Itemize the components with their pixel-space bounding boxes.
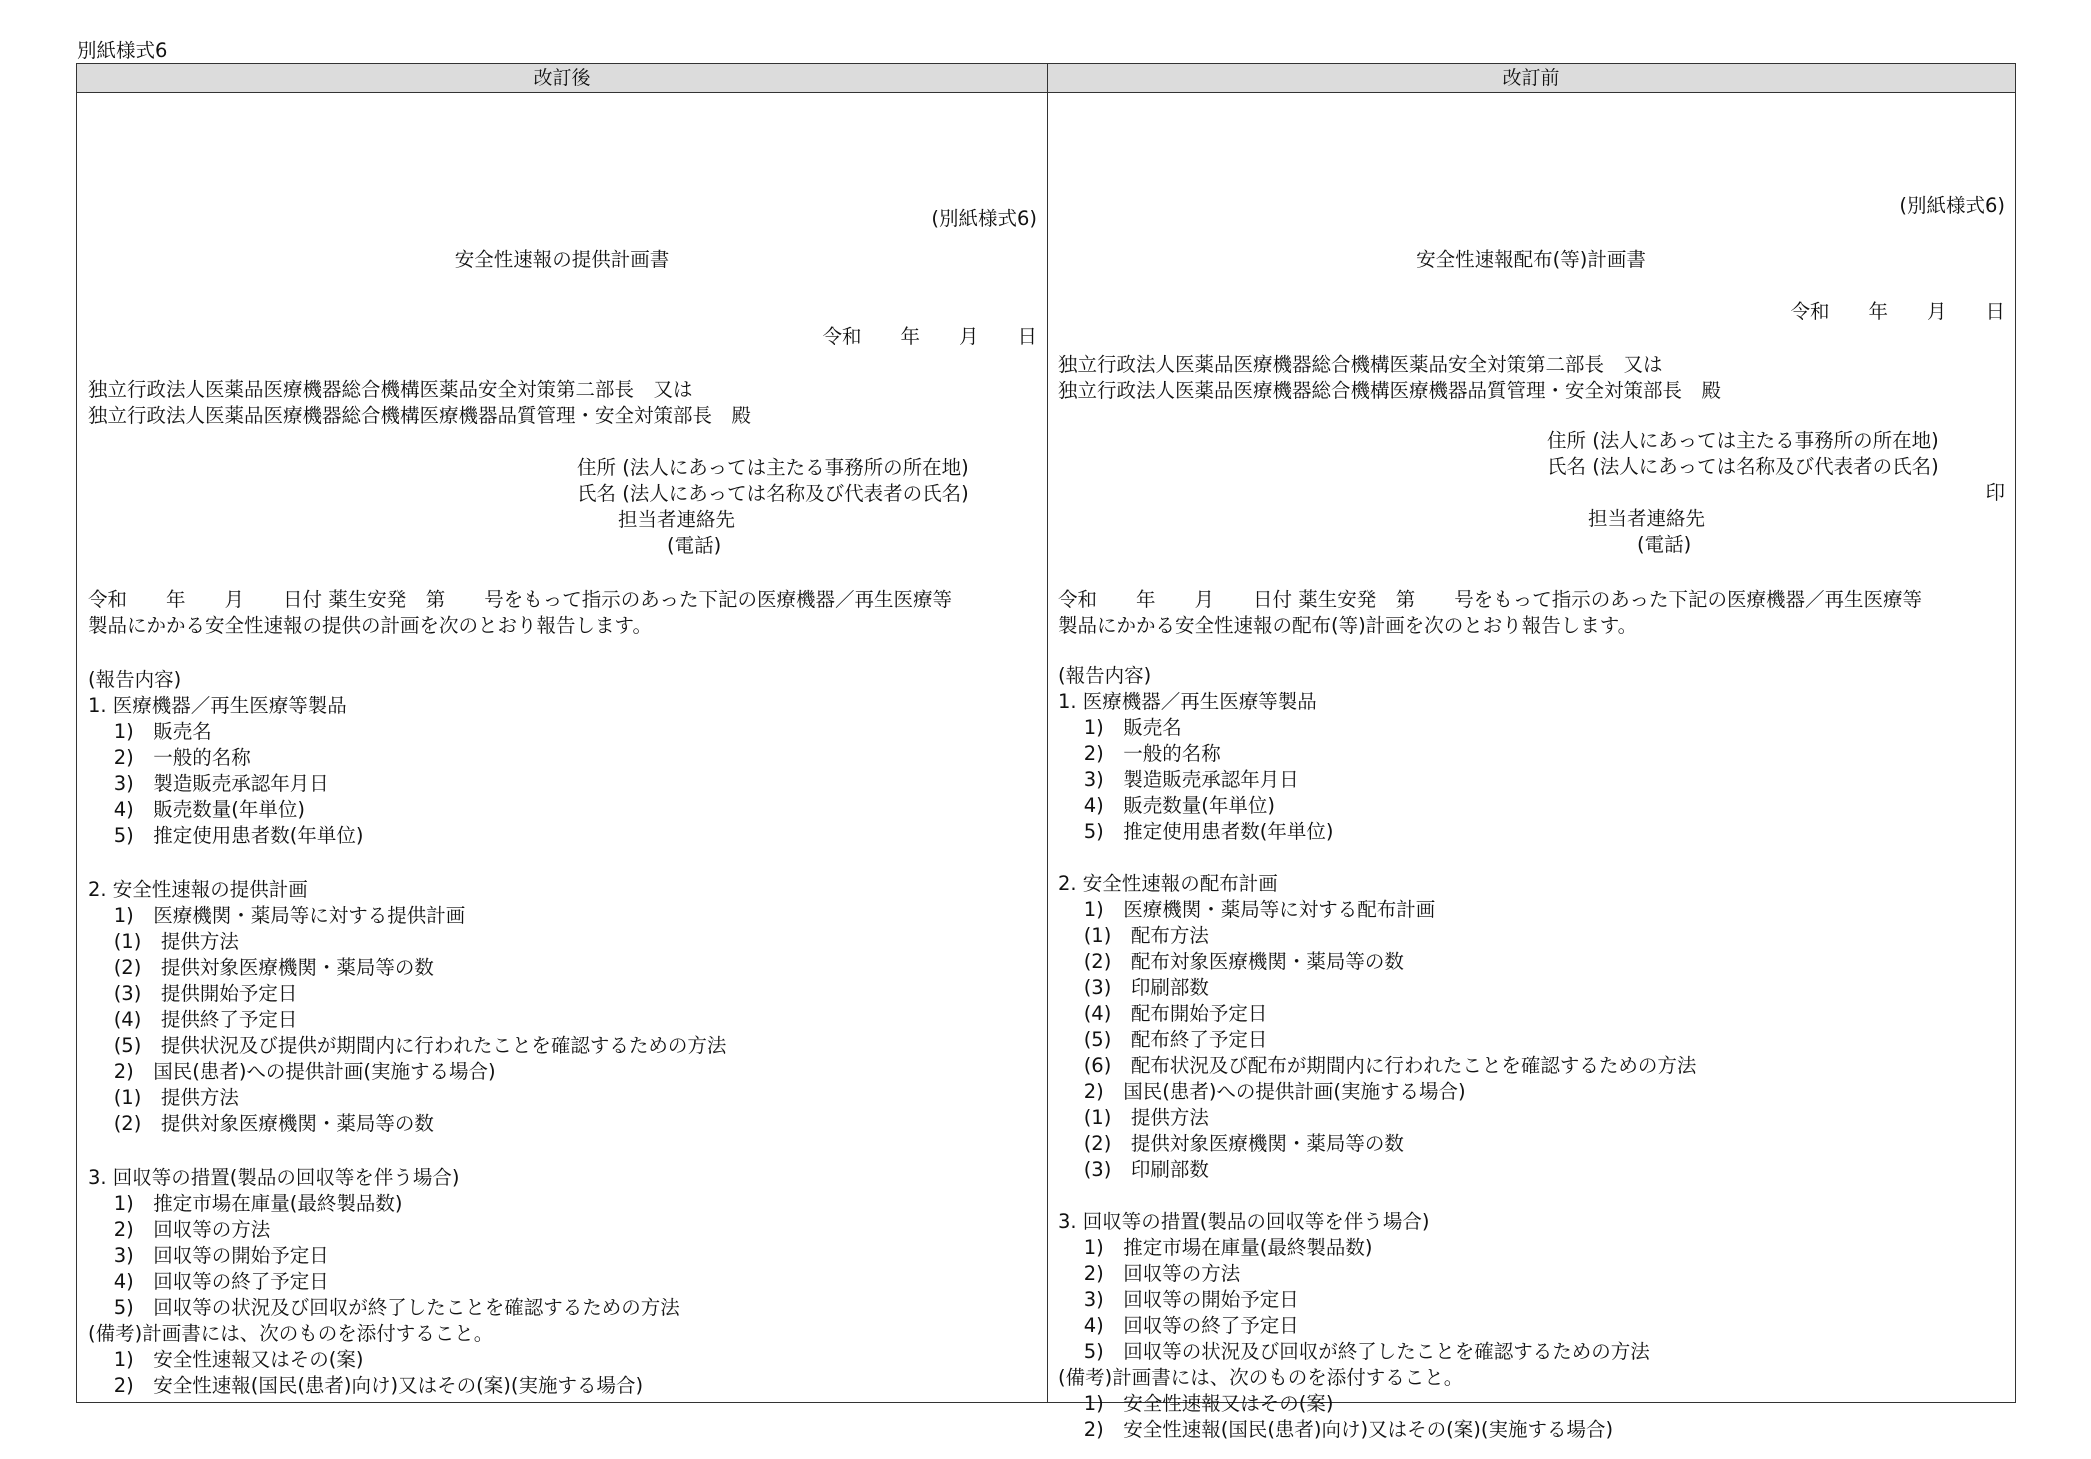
intro-line-2: 製品にかかる安全性速報の提供の計画を次のとおり報告します。	[88, 614, 652, 637]
report-items	[1058, 663, 1696, 1443]
list-item: (6) 配布状況及び配布が期間内に行われたことを確認するための方法	[1058, 1054, 1697, 1077]
list-item: (1) 提供方法	[1058, 1106, 1209, 1129]
list-item: 2) 国民(患者)への提供計画(実施する場合)	[1058, 1080, 1466, 1103]
list-item: (2) 提供対象医療機関・薬局等の数	[88, 1112, 434, 1135]
report-items	[88, 667, 726, 1399]
list-item: (3) 印刷部数	[1058, 1158, 1209, 1181]
sender-address: 住所 (法人にあっては主たる事務所の所在地)	[577, 456, 969, 479]
list-item: 3) 回収等の開始予定日	[88, 1244, 329, 1267]
seal-mark: 印	[1985, 481, 2005, 504]
addressee-line-1: 独立行政法人医薬品医療機器総合機構医薬品安全対策第二部長 又は	[88, 378, 693, 401]
list-item: 1. 医療機器／再生医療等製品	[1058, 690, 1317, 713]
list-item: 2) 国民(患者)への提供計画(実施する場合)	[88, 1060, 496, 1083]
list-item	[88, 1137, 726, 1165]
list-item: (1) 提供方法	[88, 1086, 239, 1109]
list-item: (5) 配布終了予定日	[1058, 1028, 1268, 1051]
document-title: 安全性速報の提供計画書	[454, 248, 670, 271]
list-item: 5) 回収等の状況及び回収が終了したことを確認するための方法	[1058, 1340, 1650, 1363]
form-number: (別紙様式6)	[931, 207, 1037, 230]
sender-phone: (電話)	[1637, 533, 1692, 556]
list-item: (2) 提供対象医療機関・薬局等の数	[88, 956, 434, 979]
list-item: 4) 販売数量(年単位)	[1058, 794, 1275, 817]
column-before	[1047, 92, 2015, 1441]
list-item: (備考)計画書には、次のものを添付すること。	[88, 1322, 494, 1345]
intro-line-1: 令和 年 月 日付 薬生安発 第 号をもって指示のあった下記の医療機器／再生医療等	[88, 588, 953, 611]
list-item: 5) 推定使用患者数(年単位)	[88, 824, 364, 847]
list-item	[1058, 845, 1696, 871]
sender-name: 氏名 (法人にあっては名称及び代表者の氏名)	[1547, 455, 1939, 478]
list-item: 2) 安全性速報(国民(患者)向け)又はその(案)(実施する場合)	[88, 1374, 644, 1397]
sender-address: 住所 (法人にあっては主たる事務所の所在地)	[1547, 429, 1939, 452]
list-item: 2. 安全性速報の提供計画	[88, 878, 308, 901]
column-after	[77, 92, 1047, 1402]
sender-phone: (電話)	[667, 534, 722, 557]
addressee-line-2: 独立行政法人医薬品医療機器総合機構医療機器品質管理・安全対策部長 殿	[1058, 379, 1722, 402]
sender-contact: 担当者連絡先	[618, 508, 736, 531]
list-item: 3. 回収等の措置(製品の回収等を伴う場合)	[1058, 1210, 1430, 1233]
list-item: 4) 回収等の終了予定日	[88, 1270, 329, 1293]
list-item	[1058, 1183, 1696, 1209]
list-item: 3) 製造販売承認年月日	[1058, 768, 1299, 791]
comparison-table	[76, 63, 2016, 1441]
list-item: (3) 印刷部数	[1058, 976, 1209, 999]
list-item: (2) 配布対象医療機関・薬局等の数	[1058, 950, 1404, 973]
list-item: 1) 推定市場在庫量(最終製品数)	[1058, 1236, 1373, 1259]
list-item: (4) 配布開始予定日	[1058, 1002, 1268, 1025]
addressee-line-1: 独立行政法人医薬品医療機器総合機構医薬品安全対策第二部長 又は	[1058, 353, 1663, 376]
header-after: 改訂後	[533, 67, 591, 89]
list-item: (1) 配布方法	[1058, 924, 1209, 947]
list-item: 1) 医療機関・薬局等に対する提供計画	[88, 904, 466, 927]
list-item: 2) 一般的名称	[1058, 742, 1221, 765]
list-item: 1) 安全性速報又はその(案)	[1058, 1392, 1334, 1415]
list-item: 4) 販売数量(年単位)	[88, 798, 305, 821]
list-item: (3) 提供開始予定日	[88, 982, 298, 1005]
list-item: 1) 安全性速報又はその(案)	[88, 1348, 364, 1371]
intro-line-1: 令和 年 月 日付 薬生安発 第 号をもって指示のあった下記の医療機器／再生医療等	[1058, 588, 1923, 611]
list-item: 1) 医療機関・薬局等に対する配布計画	[1058, 898, 1436, 921]
list-item: (2) 提供対象医療機関・薬局等の数	[1058, 1132, 1404, 1155]
sender-contact: 担当者連絡先	[1588, 507, 1706, 530]
page-label: 別紙様式6	[77, 39, 168, 62]
list-item: (備考)計画書には、次のものを添付すること。	[1058, 1366, 1464, 1389]
list-item: (1) 提供方法	[88, 930, 239, 953]
list-item: 3) 回収等の開始予定日	[1058, 1288, 1299, 1311]
list-item: 2) 回収等の方法	[88, 1218, 271, 1241]
list-item	[88, 849, 726, 877]
list-item: 3) 製造販売承認年月日	[88, 772, 329, 795]
intro-line-2: 製品にかかる安全性速報の配布(等)計画を次のとおり報告します。	[1058, 614, 1638, 637]
list-item: (報告内容)	[1058, 664, 1152, 687]
document-title: 安全性速報配布(等)計画書	[1416, 248, 1646, 271]
list-item: 4) 回収等の終了予定日	[1058, 1314, 1299, 1337]
list-item: 5) 回収等の状況及び回収が終了したことを確認するための方法	[88, 1296, 680, 1319]
list-item: 1) 販売名	[88, 720, 212, 743]
list-item: 2) 安全性速報(国民(患者)向け)又はその(案)(実施する場合)	[1058, 1418, 1614, 1441]
table-header-row	[77, 64, 2015, 93]
list-item: 2. 安全性速報の配布計画	[1058, 872, 1278, 895]
header-before: 改訂前	[1502, 67, 1560, 89]
list-item: (4) 提供終了予定日	[88, 1008, 298, 1031]
date-line: 令和 年 月 日	[1790, 300, 2005, 323]
list-item: 3. 回収等の措置(製品の回収等を伴う場合)	[88, 1166, 460, 1189]
list-item: 1) 推定市場在庫量(最終製品数)	[88, 1192, 403, 1215]
list-item: 1) 販売名	[1058, 716, 1182, 739]
list-item: 1. 医療機器／再生医療等製品	[88, 694, 347, 717]
list-item: (報告内容)	[88, 668, 182, 691]
date-line: 令和 年 月 日	[822, 325, 1037, 348]
sender-name: 氏名 (法人にあっては名称及び代表者の氏名)	[577, 482, 969, 505]
list-item: 5) 推定使用患者数(年単位)	[1058, 820, 1334, 843]
list-item: (5) 提供状況及び提供が期間内に行われたことを確認するための方法	[88, 1034, 727, 1057]
form-number: (別紙様式6)	[1899, 194, 2005, 217]
list-item: 2) 回収等の方法	[1058, 1262, 1241, 1285]
addressee-line-2: 独立行政法人医薬品医療機器総合機構医療機器品質管理・安全対策部長 殿	[88, 404, 752, 427]
list-item: 2) 一般的名称	[88, 746, 251, 769]
